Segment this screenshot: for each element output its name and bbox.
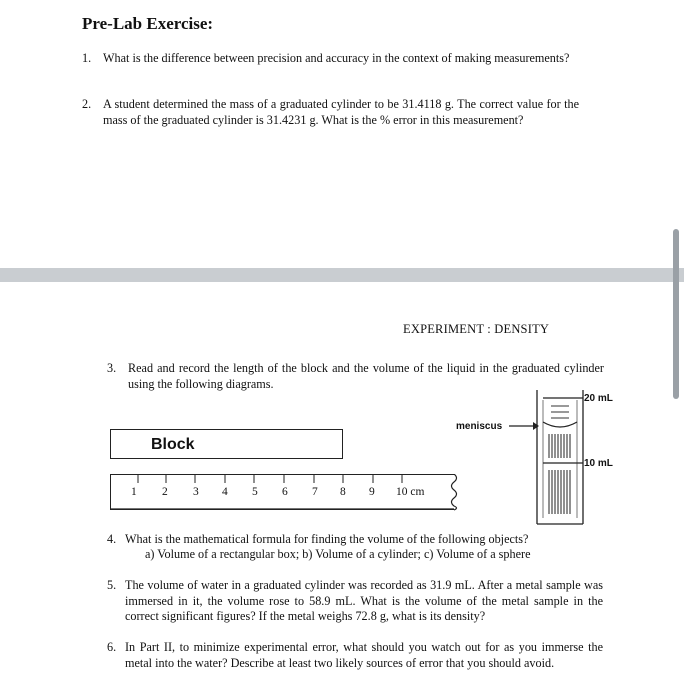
question-2-text: A student determined the mass of a graduated cylinder to be 31.4118 g. The correct value for the mass of the graduated cylinder is 31.4231 g. What is the % error in this measurement? (103, 97, 579, 127)
ruler-number-10-cm: 10 cm (396, 486, 425, 498)
question-5-text: The volume of water in a graduated cylinder was recorded as 31.9 mL. After a metal sample was immersed in it, the volume rose to 58.9 mL. What is the volume of the metal sample in the correct significant figures? If the metal weighs 72.8 g, what is its density? (125, 578, 603, 623)
question-4-subparts: a) Volume of a rectangular box; b) Volume of a cylinder; c) Volume of a sphere (145, 547, 531, 561)
ruler-number-4: 4 (222, 486, 228, 498)
block-diagram (110, 429, 343, 459)
page-divider (0, 268, 684, 282)
question-6-number: 6. (107, 640, 117, 654)
cylinder-10ml-label: 10 mL (584, 458, 613, 469)
ruler-number-1: 1 (131, 486, 137, 498)
question-2-number: 2. (82, 97, 92, 111)
ruler-number-3: 3 (193, 486, 199, 498)
ruler-number-7: 7 (312, 486, 318, 498)
ruler-number-9: 9 (369, 486, 375, 498)
ruler-number-6: 6 (282, 486, 288, 498)
cylinder-20ml-label: 20 mL (584, 393, 613, 404)
question-4-number: 4. (107, 532, 117, 546)
page-title: Pre-Lab Exercise: (82, 14, 214, 33)
ruler-number-5: 5 (252, 486, 258, 498)
scrollbar[interactable] (673, 229, 679, 399)
question-3-text: Read and record the length of the block and the volume of the liquid in the graduated cylinder using the following diagrams. (128, 361, 604, 391)
section-header: EXPERIMENT : DENSITY (403, 322, 550, 336)
ruler-number-2: 2 (162, 486, 168, 498)
question-4-text: What is the mathematical formula for finding the volume of the following objects? (125, 532, 529, 546)
block-label: Block (151, 436, 195, 453)
question-5-number: 5. (107, 578, 117, 592)
question-6-text: In Part II, to minimize experimental error, what should you watch out for as you immerse the metal into the water? Describe at least two likely sources of error that you should avoid. (125, 640, 603, 670)
question-1-number: 1. (82, 51, 92, 65)
ruler-number-8: 8 (340, 486, 346, 498)
question-3-number: 3. (107, 361, 117, 375)
question-1-text: What is the difference between precision and accuracy in the context of making measurements? (103, 51, 570, 65)
graduated-cylinder (505, 386, 585, 528)
meniscus-label: meniscus (456, 421, 503, 432)
